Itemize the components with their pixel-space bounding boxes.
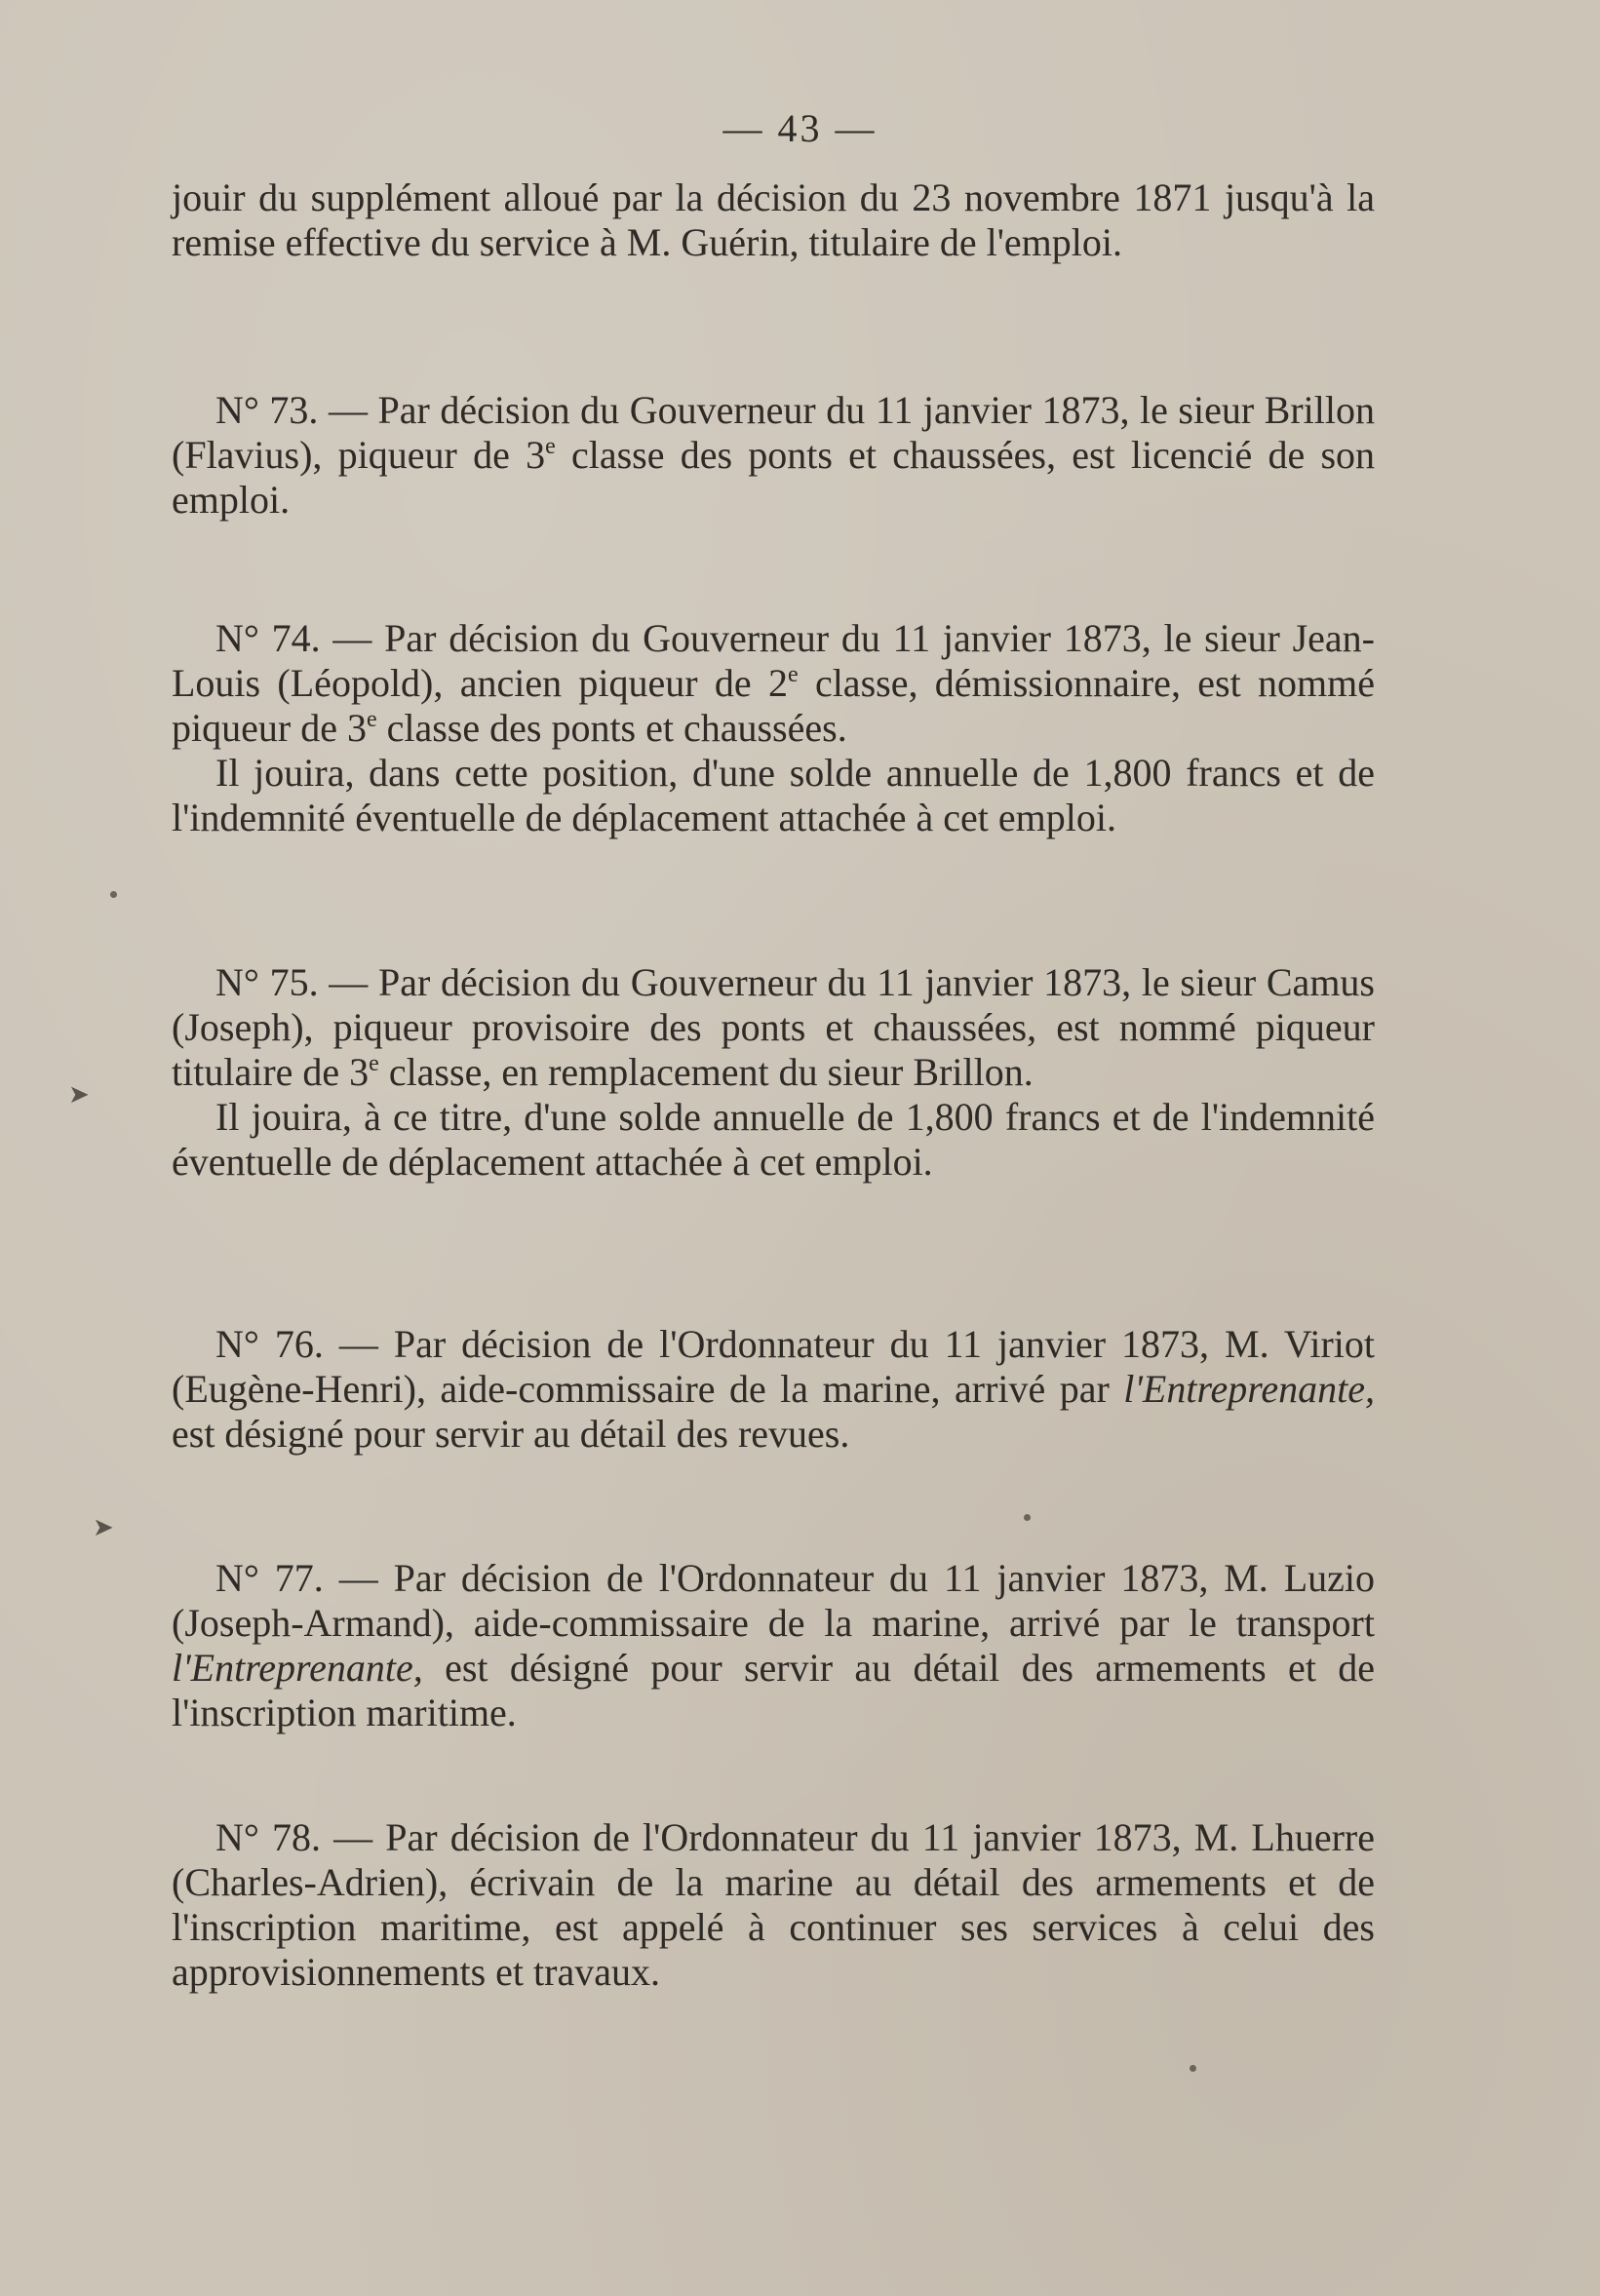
- entry-italic: l'Entreprenante,: [1123, 1367, 1375, 1411]
- entry-75-paragraph-2: Il jouira, à ce titre, d'une solde annuelle de 1,800 francs et de l'indemnité éventuelle de déplacement attachée à cet emploi.: [172, 1095, 1375, 1184]
- superscript: e: [369, 1051, 379, 1076]
- entry-74: [172, 616, 1375, 840]
- continuation-text: jouir du supplément alloué par la décision du 23 novembre 1871 jusqu'à la remise effective du service à M. Guérin, titulaire de l'emploi.: [172, 175, 1375, 264]
- entry-text: — Par décision de l'Ordonnateur du 11 janvier 1873, M. Luzio (Joseph-Armand), aide-commissaire de la marine, arrivé par le transport: [172, 1556, 1376, 1645]
- entry-76: [172, 1322, 1375, 1457]
- entry-text-after: classe des ponts et chaussées, est licencié de son emploi.: [172, 433, 1376, 522]
- entry-74-paragraph: [172, 616, 1375, 751]
- margin-mark-icon: ➤: [93, 1513, 114, 1542]
- entry-78-paragraph: [172, 1815, 1375, 1995]
- entry-text-after: classe des ponts et chaussées.: [376, 706, 847, 750]
- entry-77-paragraph: [172, 1556, 1375, 1735]
- superscript: e: [366, 707, 377, 732]
- entry-73-paragraph: [172, 388, 1375, 523]
- entry-number: N° 75.: [215, 960, 319, 1004]
- entry-text: — Par décision de l'Ordonnateur du 11 janvier 1873, M. Viriot (Eugène-Henri), aide-commissaire de la marine, arrivé par: [172, 1322, 1375, 1411]
- entry-74-paragraph-2: Il jouira, dans cette position, d'une solde annuelle de 1,800 francs et de l'indemnité éventuelle de déplacement attachée à cet emploi.: [172, 751, 1375, 839]
- entry-number: N° 73.: [215, 388, 319, 432]
- entry-number: N° 76.: [215, 1322, 324, 1366]
- entry-text-after: est désigné pour servir au détail des revues.: [172, 1412, 850, 1456]
- entry-text-after: classe, en remplacement du sieur Brillon.: [378, 1050, 1034, 1094]
- page-number: — 43 —: [722, 106, 878, 150]
- entry-text: — Par décision de l'Ordonnateur du 11 janvier 1873, M. Lhuerre (Charles-Adrien), écrivain de la marine au détail des armements et de l'inscription maritime, est appelé à continuer ses services à celui des approvisionnements et travaux.: [172, 1815, 1376, 1994]
- superscript: e: [787, 662, 799, 687]
- entry-italic: l'Entreprenante,: [172, 1646, 423, 1690]
- entry-76-paragraph: [172, 1322, 1375, 1457]
- entry-75: [172, 960, 1375, 1185]
- entry-text: — Par décision du Gouverneur du 11 janvier 1873, le sieur Jean-Louis (Léopold), ancien piqueur de 2: [172, 616, 1376, 705]
- speck-dot: [1024, 1514, 1031, 1521]
- entry-number: N° 77.: [215, 1556, 324, 1600]
- entry-text-after: est désigné pour servir au détail des armements et de l'inscription maritime.: [172, 1646, 1375, 1734]
- speck-dot: [110, 891, 117, 898]
- superscript: e: [545, 434, 556, 459]
- entry-text: — Par décision du Gouverneur du 11 janvier 1873, le sieur Brillon (Flavius), piqueur de 3: [172, 388, 1376, 477]
- speck-dot: [1190, 2065, 1196, 2072]
- entry-73: [172, 388, 1375, 523]
- entry-78: [172, 1815, 1375, 1995]
- entry-number: N° 78.: [215, 1815, 322, 1859]
- entry-77: [172, 1556, 1375, 1735]
- entry-text: — Par décision du Gouverneur du 11 janvier 1873, le sieur Camus (Joseph), piqueur provisoire des ponts et chaussées, est nommé piqueur titulaire de 3: [172, 960, 1375, 1094]
- continuation-paragraph: [172, 175, 1375, 265]
- entry-text-mid: classe, démissionnaire, est nommé piqueur de 3: [172, 661, 1375, 750]
- margin-mark-icon: ➤: [68, 1080, 90, 1109]
- entry-75-paragraph: [172, 960, 1375, 1095]
- entry-number: N° 74.: [215, 616, 321, 660]
